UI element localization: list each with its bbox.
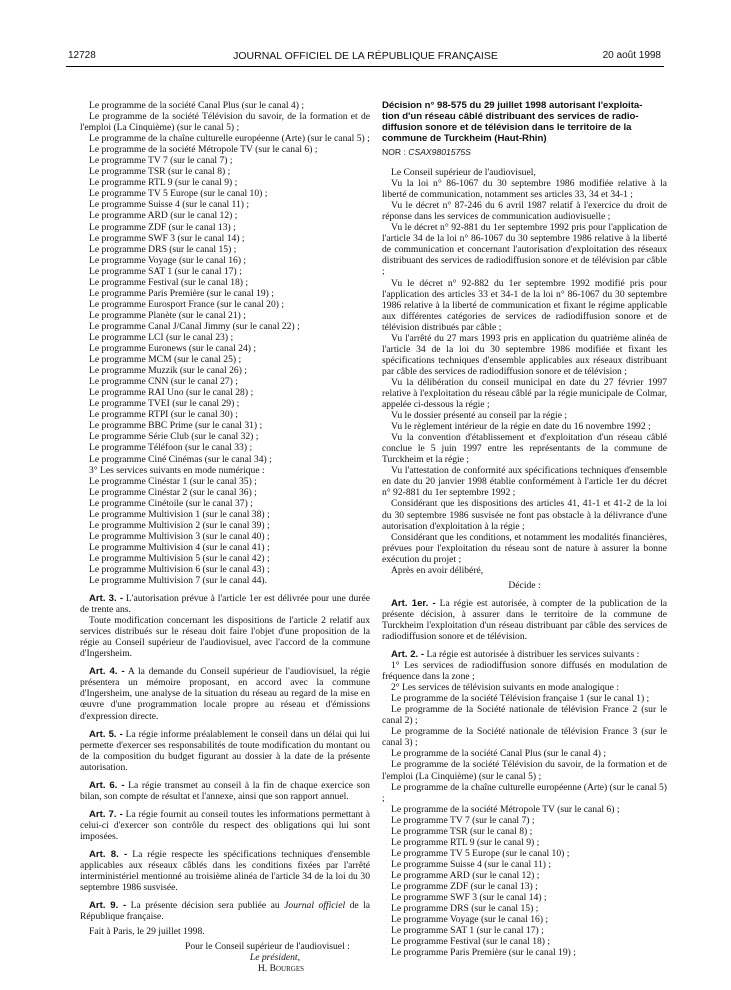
article-label: Art. 9. - xyxy=(89,900,127,912)
visa-paragraph: Vu l'arrêté du 27 mars 1993 pris en application du quatrième alinéa de l'article 34 de la loi du 30 septembre 1986 modifiée et fixant les spécifications techniques d'ensemble applicables aux réseaux distribuant par câble des services de radiodiffusion sonore et de télévision ; xyxy=(382,332,667,377)
list-item: Le programme Voyage (sur le canal 16) ; xyxy=(89,254,247,266)
signatory-title: Le président, xyxy=(249,952,300,964)
list-item: Le programme TSR (sur le canal 8) ; xyxy=(89,166,231,178)
journal-title: JOURNAL OFFICIEL DE LA RÉPUBLIQUE FRANÇAISE xyxy=(233,50,498,62)
list-item: Le programme Suisse 4 (sur le canal 11) ; xyxy=(391,858,552,870)
article-label: Art. 6. - xyxy=(89,779,125,791)
signing-authority: Pour le Conseil supérieur de l'audiovisuel : xyxy=(185,941,350,953)
list-item: Le programme TV 7 (sur le canal 7) ; xyxy=(391,814,535,826)
visa-paragraph: Vu la convention d'établissement et d'exploitation d'un réseau câblé conclue le 5 juin 1997 entre les représentants de la commune de Turckheim et la régie ; xyxy=(382,432,667,466)
article-1: Art. 1er. - La régie est autorisée, à compter de la publication de la présente décision, à assurer dans le territoire de la commune de Turckheim l'exploitation d'un réseau distribuant par câble des services de radiodiffusion sonore et de télévision. xyxy=(382,597,667,642)
signing-place-date: Fait à Paris, le 29 juillet 1998. xyxy=(89,926,205,938)
list-item: Le programme DRS (sur le canal 15) ; xyxy=(391,903,539,915)
article-label: Art. 2. - xyxy=(391,649,425,661)
list-item: Le programme Planète (sur le canal 21) ; xyxy=(89,309,246,321)
analog-heading: 2° Les services de télévision suivants en mode analogique : xyxy=(391,682,619,694)
list-item: Le programme Festival (sur le canal 18) ; xyxy=(89,276,249,288)
list-item: Le programme de la société Métropole TV (sur le canal 6) ; xyxy=(89,144,318,156)
list-item: Le programme de la société Télévision du savoir, de la formation et de l'emploi (La Cinquième) (sur le canal 5) ; xyxy=(80,111,370,134)
article-7: Art. 7. - La régie fournit au conseil toutes les informations permettant à celui-ci d'exercer son contrôle du respect des obligations qui lui sont imposées. xyxy=(80,808,370,842)
list-item: Le programme de la société Télévision française 1 (sur le canal 1) ; xyxy=(391,693,650,705)
list-item: Le programme Multivision 4 (sur le canal 41) ; xyxy=(89,541,270,553)
list-item: Le programme MCM (sur le canal 25) ; xyxy=(89,354,242,366)
list-item: Le programme TV 5 Europe (sur le canal 10) ; xyxy=(89,188,268,200)
visa-paragraph: Vu le dossier présenté au conseil par la régie ; xyxy=(391,410,568,422)
title-line: tion d'un réseau câblé distribuant des services de radio- xyxy=(382,111,639,122)
article-label: Art. 3. - xyxy=(89,593,124,605)
list-item: Le programme ARD (sur le canal 12) ; xyxy=(89,210,238,222)
channel-list xyxy=(382,693,667,958)
visas-block xyxy=(382,167,667,576)
article-8: Art. 8. - La régie respecte les spécifications techniques d'ensemble applicables aux réseaux câblés dans les conditions fixées par l'arrêté interministériel mentionné au troisième alinéa de l'article 34 de la loi du 30 septembre 1986 susvisée. xyxy=(80,849,370,894)
visa-paragraph: Vu le décret n° 92-881 du 1er septembre 1992 pris pour l'application de l'article 34 de la loi n° 86-1067 du 30 septembre 1986 relative à la liberté de communication et concernant l'autorisation d'exploitation des réseaux distribuant des services de radiodiffusion sonore et de télévision par câble ; xyxy=(382,222,667,278)
article-9: Art. 9. - La présente décision sera publiée au Journal officiel de la République française. xyxy=(80,900,371,923)
article-2: Art. 2. - La régie est autorisée à distribuer les services suivants : xyxy=(391,649,640,661)
visa-paragraph: Vu l'attestation de conformité aux spécifications techniques d'ensemble en date du 20 janvier 1998 établie conformément à l'article 1er du décret n° 92-881 du 1er septembre 1992 ; xyxy=(382,465,667,499)
list-item: Le programme Cinétoile (sur le canal 37) ; xyxy=(89,497,253,509)
list-item: Le programme de la société Canal Plus (sur le canal 4) ; xyxy=(391,748,606,760)
decide-heading: Décide : xyxy=(508,579,541,591)
list-item: Le programme Multivision 2 (sur le canal 39) ; xyxy=(89,519,270,531)
list-item: Le programme Voyage (sur le canal 16) ; xyxy=(391,914,549,926)
visa-paragraph: Vu la délibération du conseil municipal en date du 27 février 1997 relative à l'exploitation du réseau câblé par la régie municipale de Colmar, appelée ci-dessous la régie ; xyxy=(382,376,667,411)
radio-services: 1° Les services de radiodiffusion sonore diffusés en modulation de fréquence dans la zone ; xyxy=(382,660,667,683)
list-item: Le programme Multivision 6 (sur le canal 43) ; xyxy=(89,563,270,575)
list-item: Le programme DRS (sur le canal 15) ; xyxy=(89,243,237,255)
list-item: Le programme Euronews (sur le canal 24) ; xyxy=(89,343,257,355)
visa-paragraph: Vu le décret n° 87-246 du 6 avril 1987 relatif à l'exercice du droit de réponse dans les services de communication audiovisuelle ; xyxy=(382,200,667,223)
page-number: 12728 xyxy=(68,50,96,61)
list-item: Le programme RTL 9 (sur le canal 9) ; xyxy=(391,836,540,848)
list-item: Le programme SWF 3 (sur le canal 14) ; xyxy=(391,892,547,904)
numeric-channel-list xyxy=(80,476,370,586)
decision-title xyxy=(382,100,667,144)
list-item: Le programme RTL 9 (sur le canal 9) ; xyxy=(89,177,238,189)
channel-list xyxy=(80,100,370,465)
list-item: Le programme RAI Uno (sur le canal 28) ; xyxy=(89,387,254,399)
list-item: Le programme Canal J/Canal Jimmy (sur le canal 22) ; xyxy=(89,320,300,332)
list-item: Le programme TV 7 (sur le canal 7) ; xyxy=(89,155,233,167)
article-label: Art. 8. - xyxy=(89,849,128,860)
list-item: Le programme TV 5 Europe (sur le canal 10) ; xyxy=(391,847,570,859)
list-item: Le programme de la chaîne culturelle européenne (Arte) (sur le canal 5) ; xyxy=(382,781,667,804)
list-item: Le programme de la chaîne culturelle européenne (Arte) (sur le canal 5) ; xyxy=(89,133,370,145)
list-item: Le programme de la Société nationale de télévision France 2 (sur le canal 2) ; xyxy=(382,704,667,727)
issue-date: 20 août 1998 xyxy=(602,50,661,61)
right-column xyxy=(382,100,667,958)
title-line: commune de Turckheim (Haut-Rhin) xyxy=(382,133,547,144)
visa-paragraph: Après en avoir délibéré, xyxy=(391,564,484,576)
list-item: Le programme SAT 1 (sur le canal 17) ; xyxy=(391,925,544,937)
list-item: Le programme Téléfoon (sur le canal 33) ; xyxy=(89,442,253,454)
list-item: Le programme Multivision 1 (sur le canal 38) ; xyxy=(89,508,270,520)
title-line: Décision n° 98-575 du 29 juillet 1998 autorisant l'exploita- xyxy=(382,100,643,111)
list-item: Le programme ZDF (sur le canal 13) ; xyxy=(89,221,236,233)
article-label: Art. 4. - xyxy=(89,666,125,678)
list-item: Le programme Paris Première (sur le canal 19) ; xyxy=(391,947,576,959)
visa-paragraph: Vu le décret n° 92-882 du 1er septembre 1992 modifié pris pour l'application des articles 33 et 34-1 de la loi n° 86-1067 du 30 septembre 1986 relative à la liberté de communication et fixant le régime applicable aux différentes catégories de services de radiodiffusion sonore et de télévision distribués par câble ; xyxy=(382,277,667,333)
article-label: Art. 5. - xyxy=(89,728,123,740)
article-5: Art. 5. - La régie informe préalablement le conseil dans un délai qui lui permette d'exercer ses responsabilités de toute modification du montant ou de la composition du budget figurant au dossier à la date de la présente autorisation. xyxy=(80,728,370,773)
list-item: Le programme Cinéstar 1 (sur le canal 35) ; xyxy=(89,475,257,487)
list-item: Le programme CNN (sur le canal 27) ; xyxy=(89,376,238,388)
list-item: Le programme ARD (sur le canal 12) ; xyxy=(391,869,540,881)
numeric-heading: 3° Les services suivants en mode numérique : xyxy=(89,464,265,476)
list-item: Le programme TSR (sur le canal 8) ; xyxy=(391,825,533,837)
title-line: diffusion sonore et de télévision dans le territoire de la xyxy=(382,122,632,133)
list-item: Le programme Suisse 4 (sur le canal 11) ; xyxy=(89,199,250,211)
signatory-name: H. Bourges xyxy=(257,963,304,975)
list-item: Le programme LCI (sur le canal 23) ; xyxy=(89,331,234,343)
list-item: Le programme ZDF (sur le canal 13) ; xyxy=(391,881,538,892)
list-item: Le programme Cinéstar 2 (sur le canal 36) ; xyxy=(89,486,257,498)
visa-paragraph: Vu le règlement intérieur de la régie en date du 16 novembre 1992 ; xyxy=(391,421,651,433)
list-item: Le programme Série Club (sur le canal 32) ; xyxy=(89,431,259,443)
list-item: Le programme SAT 1 (sur le canal 17) ; xyxy=(89,265,242,277)
nor-reference: NOR : CSAX9801575S xyxy=(382,147,471,157)
list-item: Le programme SWF 3 (sur le canal 14) ; xyxy=(89,232,245,244)
article-3-para-2: Toute modification concernant les dispositions de l'article 2 relatif aux services distribués sur le réseau doit faire l'objet d'une proposition de la régie au Conseil supérieur de l'audiovisuel, avec l'accord de la commune d'Ingersheim. xyxy=(80,615,370,660)
list-item: Le programme BBC Prime (sur le canal 31) ; xyxy=(89,420,263,432)
list-item: Le programme Multivision 7 (sur le canal 44). xyxy=(89,575,267,587)
article-label: Art. 7. - xyxy=(89,808,123,820)
list-item: Le programme Ciné Cinémas (sur le canal 34) ; xyxy=(89,453,272,465)
list-item: Le programme RTPI (sur le canal 30) ; xyxy=(89,409,238,421)
list-item: Le programme de la société Télévision du savoir, de la formation et de l'emploi (La Cinquième) (sur le canal 5) ; xyxy=(382,759,667,782)
visa-paragraph: Vu la loi n° 86-1067 du 30 septembre 1986 modifiée relative à la liberté de communication, notamment ses articles 33, 34 et 34-1 ; xyxy=(382,178,667,201)
list-item: Le programme Multivision 3 (sur le canal 40) ; xyxy=(89,530,270,542)
visa-paragraph: Le Conseil supérieur de l'audiovisuel, xyxy=(391,167,536,179)
visa-paragraph: Considérant que les conditions, et notamment les modalités financières, prévues pour l'exploitation du réseau sont de nature à assurer la bonne exécution du projet ; xyxy=(382,531,667,565)
list-item: Le programme TVEI (sur le canal 29) ; xyxy=(89,398,240,410)
list-item: Le programme Muzzik (sur le canal 26) ; xyxy=(89,365,247,377)
article-4: Art. 4. - A la demande du Conseil supérieur de l'audiovisuel, la régie présentera un mémoire proposant, en accord avec la commune d'Ingersheim, une analyse de la situation du réseau au regard de la mise en œuvre d'une programmation locale propre au réseau et d'émissions d'expression directe. xyxy=(80,666,370,722)
article-label: Art. 1er. - xyxy=(391,597,436,609)
list-item: Le programme de la Société nationale de télévision France 3 (sur le canal 3) ; xyxy=(382,726,667,749)
list-item: Le programme Paris Première (sur le canal 19) ; xyxy=(89,287,274,299)
article-3: Art. 3. - L'autorisation prévue à l'article 1er est délivrée pour une durée de trente ans. xyxy=(80,593,370,616)
header-rule xyxy=(66,66,664,67)
list-item: Le programme de la société Canal Plus (sur le canal 4) ; xyxy=(89,100,304,111)
list-item: Le programme Eurosport France (sur le canal 20) ; xyxy=(89,298,284,310)
article-6: Art. 6. - La régie transmet au conseil à la fin de chaque exercice son bilan, son compte de résultat et l'annexe, ainsi que son rapport annuel. xyxy=(80,779,370,802)
list-item: Le programme Multivision 5 (sur le canal 42) ; xyxy=(89,552,270,564)
left-column xyxy=(80,100,370,974)
list-item: Le programme de la société Métropole TV (sur le canal 6) ; xyxy=(391,803,620,815)
list-item: Le programme Festival (sur le canal 18) ; xyxy=(391,936,551,948)
visa-paragraph: Considérant que les dispositions des articles 41, 41-1 et 41-2 de la loi du 30 septembre 1986 susvisée ne font pas obstacle à la délivrance d'une autorisation d'exploitation à la régie ; xyxy=(382,498,667,532)
